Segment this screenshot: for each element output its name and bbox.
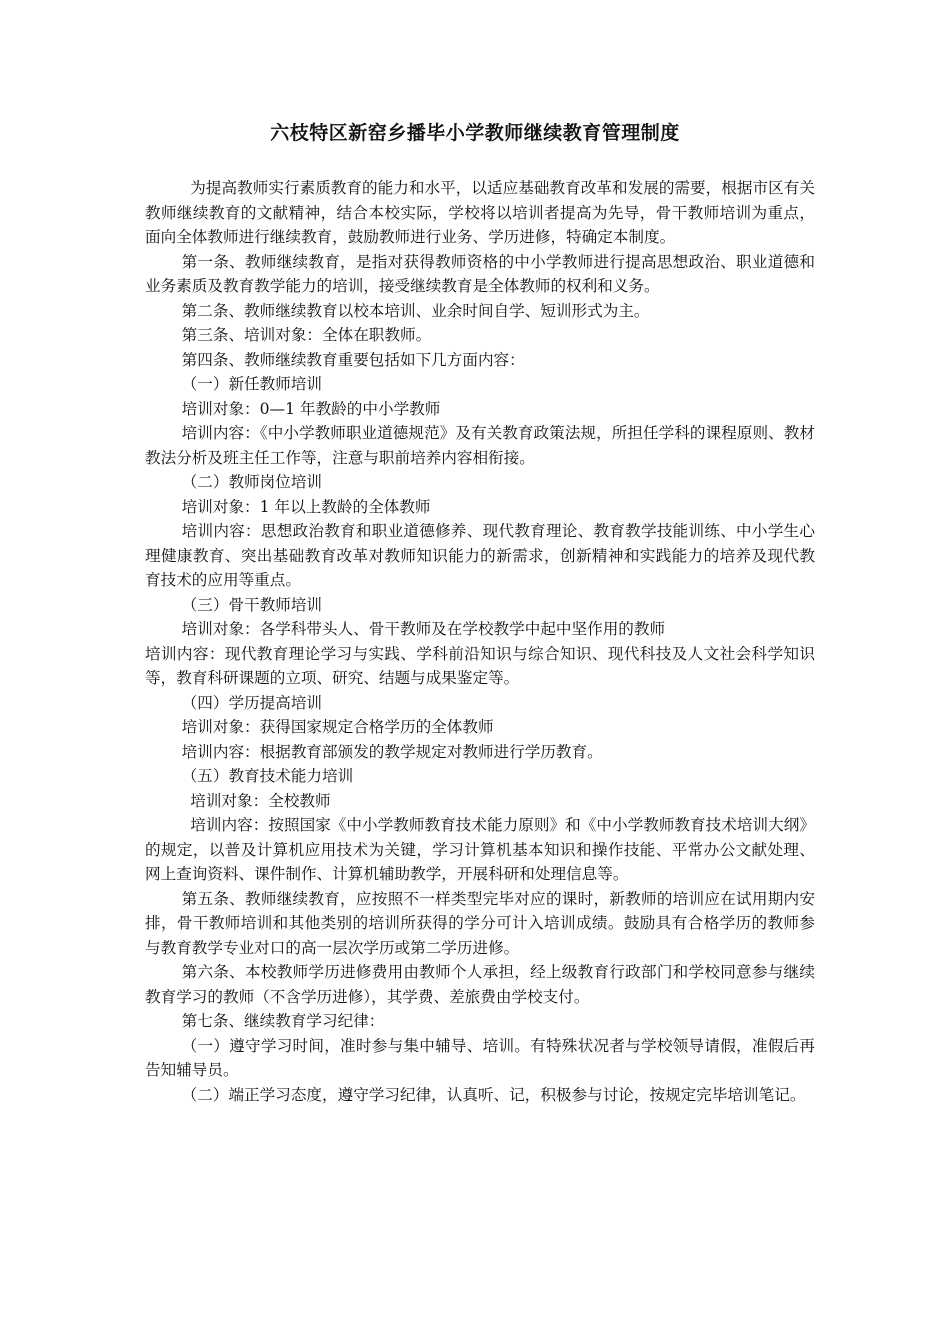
paragraph: 培训内容：根据教育部颁发的教学规定对教师进行学历教育。 bbox=[181, 742, 603, 761]
paragraph: （五）教育技术能力培训 bbox=[181, 767, 354, 785]
paragraph: 培训内容：现代教育理论学习与实践、学科前沿知识与综合知识、现代科技及人文社会科学知识等，教育科研课题的立项、研究、结题与成果鉴定等。 bbox=[145, 644, 815, 687]
paragraph: 第五条、教师继续教育，应按照不一样类型完毕对应的课时，新教师的培训应在试用期内安排，骨干教师培训和其他类别的培训所获得的学分可计入培训成绩。鼓励具有合格学历的教师参与教育教学专业对口的高一层次学历或第二学历进修。 bbox=[145, 889, 815, 957]
paragraph: （二）端正学习态度，遵守学习纪律，认真听、记，积极参与讨论，按规定完毕培训笔记。 bbox=[181, 1085, 806, 1104]
paragraph: 培训对象：全校教师 bbox=[190, 791, 331, 810]
paragraph: 培训对象：0—1 年教龄的中小学教师 bbox=[181, 399, 441, 418]
paragraph: 为提高教师实行素质教育的能力和水平，以适应基础教育改革和发展的需要，根据市区有关教师继续教育的文献精神，结合本校实际，学校将以培训者提高为先导，骨干教师培训为重点，面向全体教师进行继续教育，鼓励教师进行业务、学历进修，特确定本制度。 bbox=[145, 179, 815, 246]
paragraph: 第一条、教师继续教育，是指对获得教师资格的中小学教师进行提高思想政治、职业道德和业务素质及教育教学能力的培训，接受继续教育是全体教师的权利和义务。 bbox=[145, 252, 815, 295]
paragraph: （一）遵守学习时间，准时参与集中辅导、培训。有特殊状况者与学校领导请假，准假后再告知辅导员。 bbox=[145, 1036, 815, 1079]
paragraph: 培训内容：《中小学教师职业道德规范》及有关教育政策法规，所担任学科的课程原则、教材教法分析及班主任工作等，注意与职前培养内容相衔接。 bbox=[145, 424, 815, 467]
paragraph: 第三条、培训对象：全体在职教师。 bbox=[181, 326, 432, 344]
paragraph: （一）新任教师培训 bbox=[181, 375, 323, 393]
paragraph: 培训内容：思想政治教育和职业道德修养、现代教育理论、教育教学技能训练、中小学生心理健康教育、突出基础教育改革对教师知识能力的新需求，创新精神和实践能力的培养及现代教育技术的应用等重点。 bbox=[145, 522, 815, 589]
paragraph: （三）骨干教师培训 bbox=[181, 595, 323, 614]
document-title: 六枝特区新窑乡播毕小学教师继续教育管理制度 bbox=[270, 122, 680, 144]
paragraph: 培训对象：获得国家规定合格学历的全体教师 bbox=[181, 718, 494, 736]
paragraph: 培训对象：各学科带头人、骨干教师及在学校教学中起中坚作用的教师 bbox=[181, 620, 666, 638]
paragraph: 培训对象：1 年以上教龄的全体教师 bbox=[181, 497, 431, 516]
paragraph: 第四条、教师继续教育重要包括如下几方面内容： bbox=[181, 350, 525, 369]
paragraph: 第七条、继续教育学习纪律： bbox=[181, 1012, 385, 1030]
paragraph: （四）学历提高培训 bbox=[181, 693, 323, 712]
paragraph: 第六条、本校教师学历进修费用由教师个人承担，经上级教育行政部门和学校同意参与继续教育学习的教师（不含学历进修），其学费、差旅费由学校支付。 bbox=[145, 963, 815, 1006]
paragraph: （二）教师岗位培训 bbox=[181, 473, 323, 491]
paragraph: 培训内容：按照国家《中小学教师教育技术能力原则》和《中小学教师教育技术培训大纲》的规定，以普及计算机应用技术为关键，学习计算机基本知识和操作技能、平常办公文献处理、网上查询资料、课件制作、计算机辅助教学，开展科研和处理信息等。 bbox=[145, 816, 815, 883]
paragraph: 第二条、教师继续教育以校本培训、业余时间自学、短训形式为主。 bbox=[181, 301, 650, 320]
document-body bbox=[145, 176, 815, 1107]
